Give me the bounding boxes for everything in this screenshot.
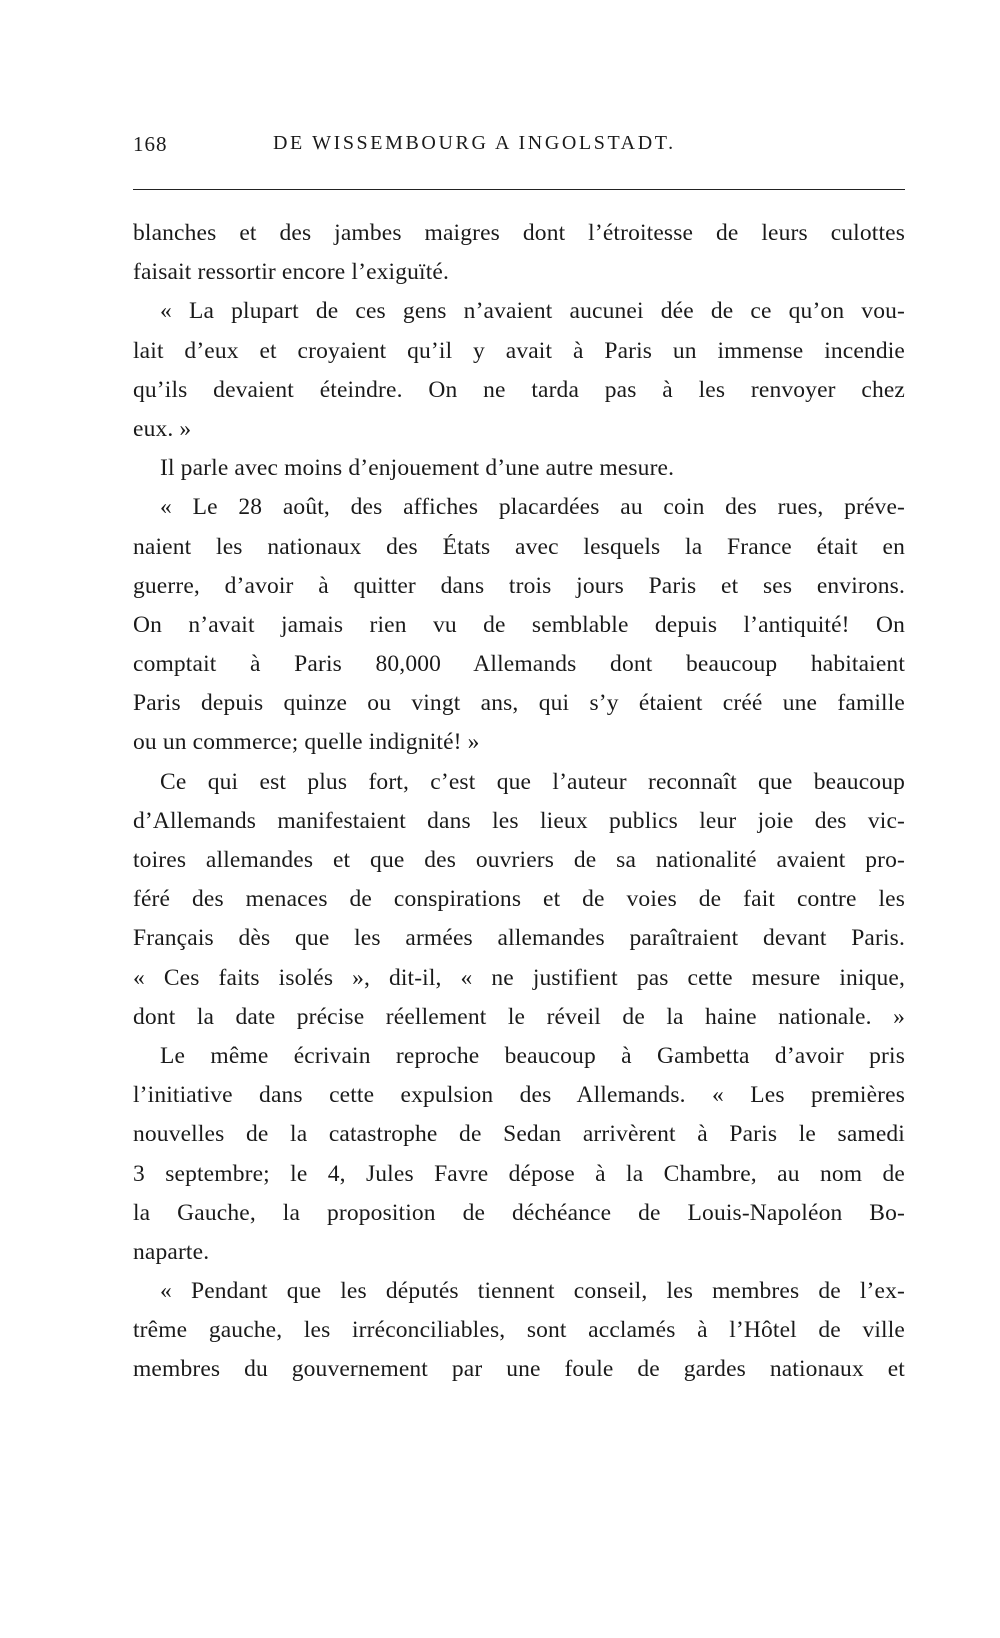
text-line: trême gauche, les irréconciliables, sont acclamés à l’Hôtel de ville <box>133 1317 905 1344</box>
page-number: 168 <box>133 132 168 156</box>
text-line: eux. » <box>133 415 192 442</box>
text-line: nouvelles de la catastrophe de Sedan arrivèrent à Paris le samedi <box>133 1121 905 1148</box>
text-line: naient les nationaux des États avec lesquels la France était en <box>133 533 905 560</box>
text-line: « La plupart de ces gens n’avaient aucunei dée de ce qu’on vou- <box>160 298 905 325</box>
text-line: dont la date précise réellement le réveil de la haine nationale. » <box>133 1003 905 1030</box>
text-line: la Gauche, la proposition de déchéance de Louis-Napoléon Bo- <box>133 1199 905 1226</box>
text-line: d’Allemands manifestaient dans les lieux publics leur joie des vic- <box>133 807 905 834</box>
text-line: « Pendant que les députés tiennent conseil, les membres de l’ex- <box>160 1278 905 1305</box>
text-line: faisait ressortir encore l’exiguïté. <box>133 259 449 286</box>
text-line: On n’avait jamais rien vu de semblable depuis l’antiquité! On <box>133 611 905 638</box>
text-line: naparte. <box>133 1238 210 1265</box>
text-line: Paris depuis quinze ou vingt ans, qui s’y étaient créé une famille <box>133 690 905 717</box>
text-line: comptait à Paris 80,000 Allemands dont beaucoup habitaient <box>133 651 905 678</box>
text-line: Le même écrivain reproche beaucoup à Gambetta d’avoir pris <box>160 1042 905 1069</box>
text-line: « Le 28 août, des affiches placardées au coin des rues, préve- <box>160 494 905 521</box>
text-line: l’initiative dans cette expulsion des Allemands. « Les premières <box>133 1082 905 1109</box>
text-line: 3 septembre; le 4, Jules Favre dépose à la Chambre, au nom de <box>133 1160 905 1187</box>
text-line: Il parle avec moins d’enjouement d’une autre mesure. <box>160 455 675 482</box>
text-line: Ce qui est plus fort, c’est que l’auteur reconnaît que beaucoup <box>160 768 905 795</box>
page-header <box>133 132 905 166</box>
text-line: guerre, d’avoir à quitter dans trois jours Paris et ses environs. <box>133 572 905 599</box>
text-line: Français dès que les armées allemandes paraîtraient devant Paris. <box>133 925 905 952</box>
text-line: blanches et des jambes maigres dont l’étroitesse de leurs culottes <box>133 220 905 246</box>
running-title: DE WISSEMBOURG A INGOLSTADT. <box>273 132 676 154</box>
header-rule <box>133 189 905 190</box>
body-text <box>133 214 905 1390</box>
text-line: membres du gouvernement par une foule de gardes nationaux et <box>133 1356 905 1383</box>
text-line: toires allemandes et que des ouvriers de sa nationalité avaient pro- <box>133 847 905 873</box>
text-line: qu’ils devaient éteindre. On ne tarda pas à les renvoyer chez <box>133 376 905 403</box>
text-line: féré des menaces de conspirations et de voies de fait contre les <box>133 886 905 913</box>
text-line: ou un commerce; quelle indignité! » <box>133 729 480 756</box>
text-line: « Ces faits isolés », dit-il, « ne justifient pas cette mesure inique, <box>133 964 905 991</box>
text-line: lait d’eux et croyaient qu’il y avait à Paris un immense incendie <box>133 337 905 364</box>
